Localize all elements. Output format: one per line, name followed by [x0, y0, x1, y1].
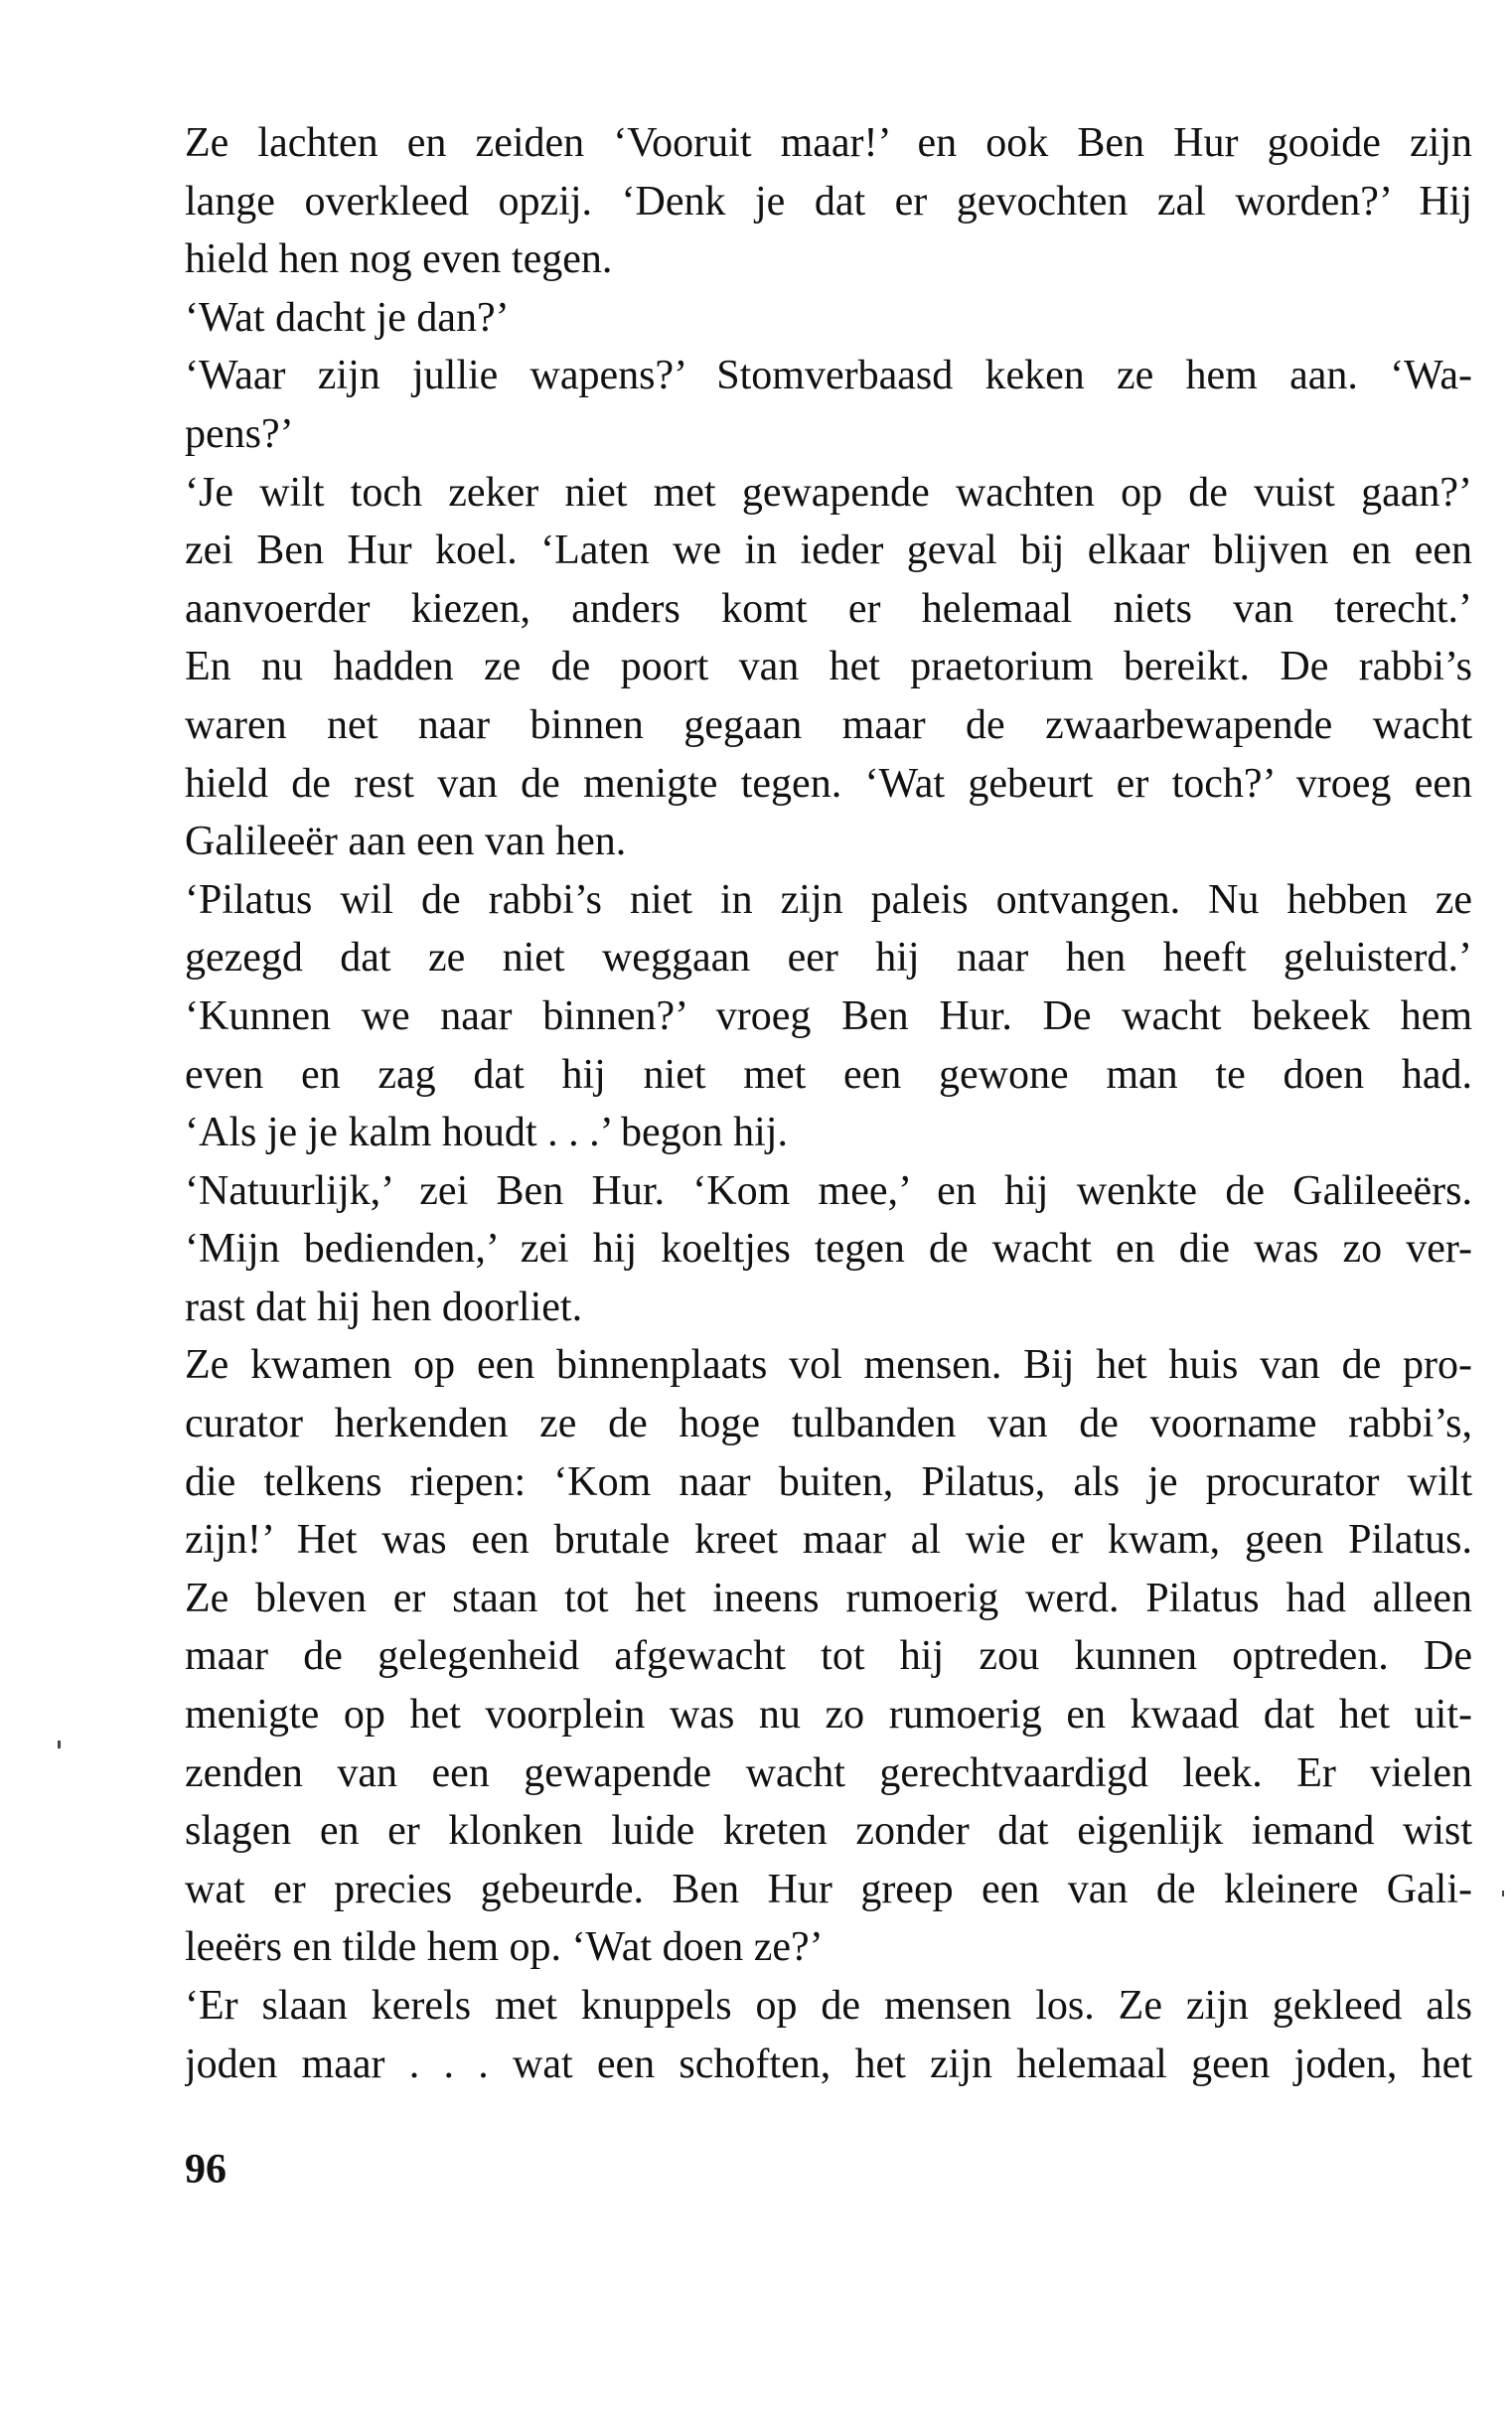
scan-speck — [1502, 1891, 1504, 1896]
text-line: hield hen nog even tegen. — [185, 236, 613, 283]
text-line: gezegd dat ze niet weggaan eer hij naar hen heeft geluisterd.’ — [185, 935, 1472, 982]
scan-speck — [58, 1741, 61, 1748]
text-line: ‘Kunnen we naar binnen?’ vroeg Ben Hur. De wacht bekeek hem — [185, 992, 1472, 1039]
text-line: pens?’ — [185, 410, 294, 457]
body-text — [185, 114, 1472, 2093]
text-line: rast dat hij hen doorliet. — [185, 1284, 583, 1330]
text-line: Galileeër aan een van hen. — [185, 819, 627, 865]
text-line: aanvoerder kiezen, anders komt er helemaal niets van terecht.’ — [185, 585, 1472, 632]
text-line: hield de rest van de menigte tegen. ‘Wat gebeurt er toch?’ vroeg een — [185, 760, 1472, 807]
text-line: Ze lachten en zeiden ‘Vooruit maar!’ en ook Ben Hur gooide zijn — [185, 120, 1472, 166]
text-line: Ze kwamen op een binnenplaats vol mensen. Bij het huis van de pro- — [185, 1342, 1472, 1389]
text-line: En nu hadden ze de poort van het praetorium bereikt. De rabbi’s — [185, 644, 1472, 690]
text-line: ‘Er slaan kerels met knuppels op de mensen los. Ze zijn gekleed als — [185, 1983, 1472, 2029]
text-line: wat er precies gebeurde. Ben Hur greep een van de kleinere Gali- — [185, 1866, 1472, 1912]
text-line: ‘Mijn bedienden,’ zei hij koeltjes tegen de wacht en die was zo ver- — [185, 1226, 1472, 1273]
text-line: Ze bleven er staan tot het ineens rumoerig werd. Pilatus had alleen — [185, 1575, 1472, 1621]
text-line: waren net naar binnen gegaan maar de zwaarbewapende wacht — [185, 701, 1472, 748]
text-line: ‘Pilatus wil de rabbi’s niet in zijn paleis ontvangen. Nu hebben ze — [185, 876, 1472, 923]
text-line: lange overkleed opzij. ‘Denk je dat er gevochten zal worden?’ Hij — [185, 178, 1472, 225]
text-line: ‘Natuurlijk,’ zei Ben Hur. ‘Kom mee,’ en hij wenkte de Galileeërs. — [185, 1167, 1472, 1214]
text-line: ‘Je wilt toch zeker niet met gewapende wachten op de vuist gaan?’ — [185, 469, 1472, 516]
text-line: ‘Waar zijn jullie wapens?’ Stomverbaasd keken ze hem aan. ‘Wa- — [185, 353, 1472, 399]
text-line: ‘Als je je kalm houdt . . .’ begon hij. — [185, 1110, 788, 1156]
text-line: zei Ben Hur koel. ‘Laten we in ieder geval bij elkaar blijven en een — [185, 528, 1472, 574]
text-line: zenden van een gewapende wacht gerechtvaardigd leek. Er vielen — [185, 1749, 1472, 1796]
text-line: even en zag dat hij niet met een gewone man te doen had. — [185, 1051, 1472, 1098]
text-line: menigte op het voorplein was nu zo rumoerig en kwaad dat het uit- — [185, 1692, 1472, 1739]
text-line: zijn!’ Het was een brutale kreet maar al wie er kwam, geen Pilatus. — [185, 1517, 1472, 1564]
text-line: leeërs en tilde hem op. ‘Wat doen ze?’ — [185, 1924, 824, 1971]
text-line: ‘Wat dacht je dan?’ — [185, 294, 510, 341]
page-number: 96 — [185, 2147, 227, 2193]
text-line: slagen en er klonken luide kreten zonder dat eigenlijk iemand wist — [185, 1808, 1472, 1855]
text-line: maar de gelegenheid afgewacht tot hij zou kunnen optreden. De — [185, 1633, 1472, 1680]
text-line: joden maar . . . wat een schoften, het zijn helemaal geen joden, het — [185, 2041, 1472, 2087]
text-line: die telkens riepen: ‘Kom naar buiten, Pilatus, als je procurator wilt — [185, 1458, 1472, 1505]
text-line: curator herkenden ze de hoge tulbanden van de voorname rabbi’s, — [185, 1401, 1472, 1447]
